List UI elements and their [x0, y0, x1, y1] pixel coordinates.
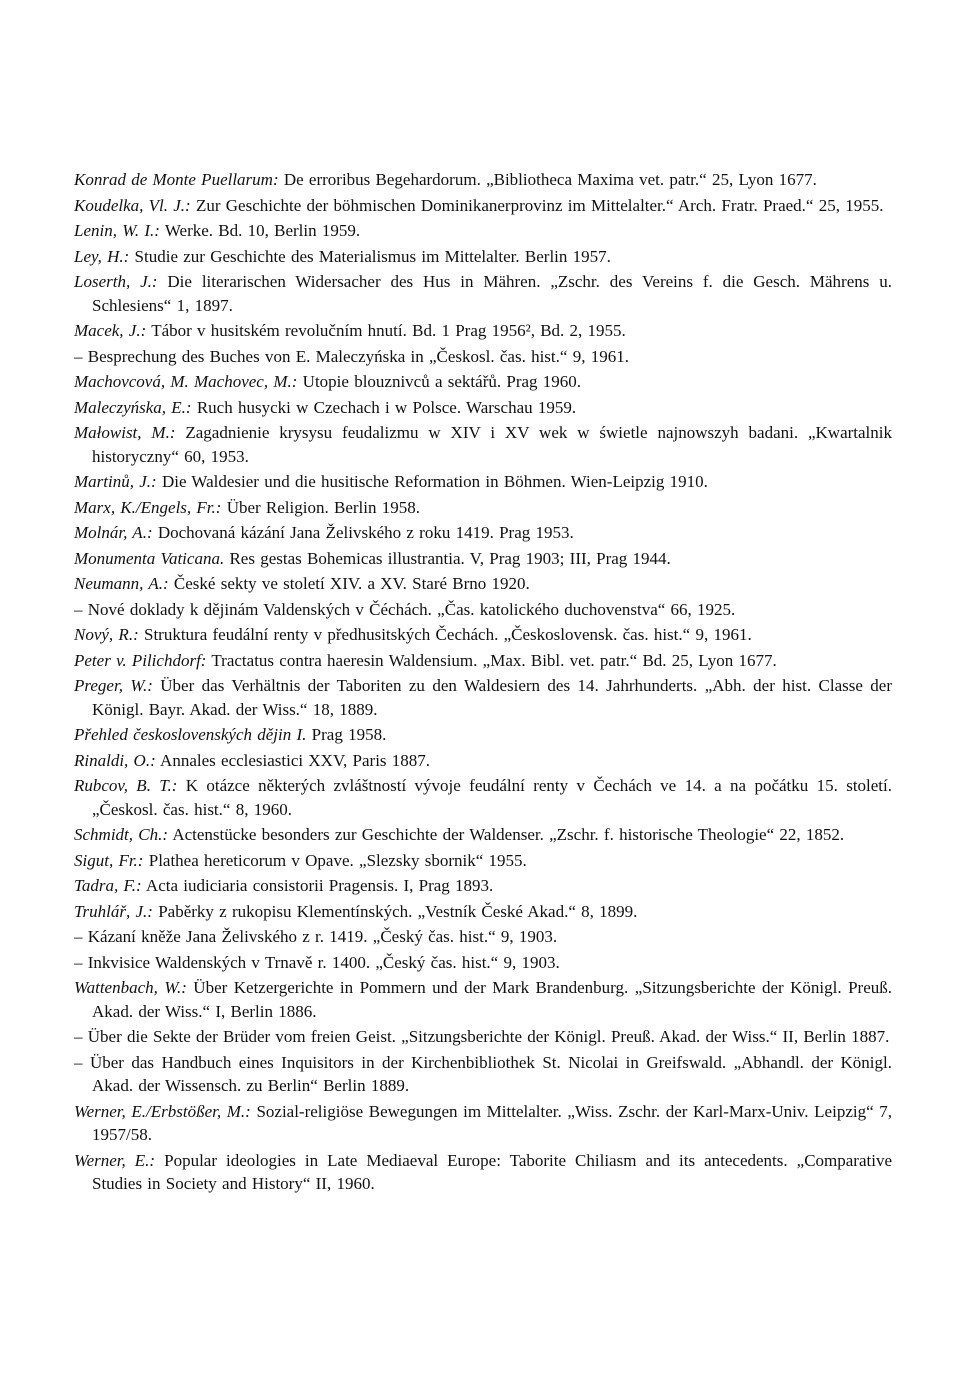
entry-author: Preger, W.:	[74, 676, 153, 695]
entry-author: Truhlář, J.:	[74, 901, 153, 921]
bibliography-entry	[74, 345, 892, 369]
entry-text: Studie zur Geschichte des Materialismus im Mittelalter. Berlin 1957.	[129, 246, 611, 266]
bibliography-entry	[74, 370, 892, 394]
entry-text: Plathea hereticorum v Opave. „Slezsky sbornik“ 1955.	[143, 850, 527, 870]
entry-text: Zur Geschichte der böhmischen Dominikanerprovinz im Mittelalter.“ Arch. Fratr. Praed.“ 25, 1955.	[190, 195, 884, 215]
entry-text: Dochovaná kázání Jana Želivského z roku 1419. Prag 1953.	[152, 523, 574, 542]
bibliography-entry	[74, 496, 892, 520]
entry-text: České sekty ve století XIV. a XV. Staré Brno 1920.	[168, 574, 530, 593]
entry-author: Maleczyńska, E.:	[74, 397, 192, 417]
bibliography-entry	[74, 874, 892, 898]
entry-text: Res gestas Bohemicas illustrantia. V, Prag 1903; III, Prag 1944.	[224, 548, 671, 568]
entry-author: Peter v. Pilichdorf:	[74, 650, 207, 670]
bibliography-entry	[74, 572, 892, 596]
bibliography-entry	[74, 270, 892, 317]
bibliography-page	[74, 168, 892, 1198]
entry-text: Prag 1958.	[306, 725, 387, 744]
entry-text: – Nové doklady k dějinám Valdenských v Čéchách. „Čas. katolického duchovenstva“ 66, 1925.	[74, 599, 736, 619]
bibliography-entry	[74, 976, 892, 1023]
entry-author: Nový, R.:	[74, 625, 139, 644]
entry-author: Rubcov, B. T.:	[74, 776, 178, 795]
entry-text: Actenstücke besonders zur Geschichte der Waldenser. „Zschr. f. historische Theologie“ 22, 1852.	[168, 825, 845, 844]
entry-author: Macek, J.:	[74, 321, 147, 340]
entry-author: Koudelka, Vl. J.:	[74, 195, 191, 215]
entry-author: Loserth, J.:	[74, 272, 158, 291]
entry-text: – Besprechung des Buches von E. Maleczyńska in „Českosl. čas. hist.“ 9, 1961.	[74, 346, 629, 366]
bibliography-entry	[74, 245, 892, 269]
entry-text: – Inkvisice Waldenských v Trnavě r. 1400. „Český čas. hist.“ 9, 1903.	[74, 952, 560, 972]
entry-text: Paběrky z rukopisu Klementínských. „Vestník České Akad.“ 8, 1899.	[152, 901, 638, 921]
entry-text: – Kázaní kněže Jana Želivského z r. 1419. „Český čas. hist.“ 9, 1903.	[74, 927, 558, 946]
entry-text: Die Waldesier und die husitische Reformation in Böhmen. Wien-Leipzig 1910.	[156, 472, 708, 491]
entry-author: Wattenbach, W.:	[74, 978, 187, 997]
bibliography-entry	[74, 623, 892, 647]
bibliography-entry	[74, 547, 892, 571]
entry-text: Tábor v husitském revolučním hnutí. Bd. 1 Prag 1956², Bd. 2, 1955.	[146, 321, 626, 340]
entry-text: Die literarischen Widersacher des Hus in Mähren. „Zschr. des Vereins f. die Gesch. Mährens u. Schlesiens“ 1, 1897.	[92, 272, 892, 315]
entry-text: Utopie blouznivců a sektářů. Prag 1960.	[297, 372, 582, 391]
bibliography-entry	[74, 521, 892, 545]
entry-text: Sozial-religiöse Bewegungen im Mittelalter. „Wiss. Zschr. der Karl-Marx-Univ. Leipzig“ 7, 1957/58.	[92, 1101, 892, 1144]
entry-author: Molnár, A.:	[74, 523, 153, 542]
entry-text: Tractatus contra haeresin Waldensium. „Max. Bibl. vet. patr.“ Bd. 25, Lyon 1677.	[206, 650, 777, 670]
bibliography-entry	[74, 219, 892, 243]
entry-text: Struktura feudální renty v předhusitských Čechách. „Československ. čas. hist.“ 9, 1961.	[138, 625, 752, 644]
entry-text: Über Religion. Berlin 1958.	[221, 497, 420, 517]
entry-text: K otázce některých zvláštností vývoje feudální renty v Čechách ve 14. a na počátku 15. století. „Českosl. čas. hist.“ 8, 1960.	[92, 776, 893, 819]
entry-author: Marx, K./Engels, Fr.:	[74, 497, 222, 517]
bibliography-entry	[74, 649, 892, 673]
entry-text: Über das Verhältnis der Taboriten zu den Waldesiern des 14. Jahrhunderts. „Abh. der hist. Classe der Königl. Bayr. Akad. der Wiss.“ 18, 1889.	[92, 676, 893, 719]
bibliography-entry	[74, 774, 892, 821]
bibliography-entry	[74, 1025, 892, 1049]
entry-author: Machovcová, M. Machovec, M.:	[74, 372, 298, 391]
bibliography-entry	[74, 194, 892, 218]
bibliography-entry	[74, 421, 892, 468]
entry-author: Małowist, M.:	[74, 423, 176, 442]
bibliography-entry	[74, 1100, 892, 1147]
bibliography-entry	[74, 823, 892, 847]
entry-text: Über Ketzergerichte in Pommern und der Mark Brandenburg. „Sitzungsberichte der Königl. Preuß. Akad. der Wiss.“ I, Berlin 1886.	[92, 978, 892, 1021]
entry-author: Werner, E.:	[74, 1150, 156, 1170]
entry-text: – Über die Sekte der Brüder vom freien Geist. „Sitzungsberichte der Königl. Preuß. Akad. der Wiss.“ II, Berlin 1887.	[74, 1027, 890, 1046]
bibliography-entry	[74, 900, 892, 924]
entry-author: Konrad de Monte Puellarum:	[74, 170, 279, 189]
entry-author: Tadra, F.:	[74, 876, 142, 895]
entry-author: Werner, E./Erbstößer, M.:	[74, 1101, 251, 1121]
bibliography-entry	[74, 319, 892, 343]
entry-author: Přehled československých dějin I.	[74, 725, 307, 744]
entry-author: Schmidt, Ch.:	[74, 825, 169, 844]
entry-text: De erroribus Begehardorum. „Bibliotheca Maxima vet. patr.“ 25, Lyon 1677.	[278, 170, 817, 189]
bibliography-entry	[74, 951, 892, 975]
entry-author: Ley, H.:	[74, 246, 130, 266]
entry-text: Acta iudiciaria consistorii Pragensis. I, Prag 1893.	[141, 876, 494, 895]
entry-author: Monumenta Vaticana.	[74, 548, 225, 568]
bibliography-entry	[74, 749, 892, 773]
entry-text: Popular ideologies in Late Mediaeval Europe: Taborite Chiliasm and its antecedents. „Comparative Studies in Society and History“ II, 1960.	[92, 1150, 893, 1193]
entry-author: Martinů, J.:	[74, 472, 157, 491]
bibliography-entry	[74, 674, 892, 721]
bibliography-entry	[74, 470, 892, 494]
entry-text: Ruch husycki w Czechach i w Polsce. Warschau 1959.	[191, 397, 577, 417]
entry-author: Sigut, Fr.:	[74, 850, 144, 870]
bibliography-entry	[74, 598, 892, 622]
bibliography-entry	[74, 723, 892, 747]
bibliography-entry	[74, 168, 892, 192]
entry-author: Lenin, W. I.:	[74, 221, 160, 240]
bibliography-entry	[74, 396, 892, 420]
entry-text: – Über das Handbuch eines Inquisitors in der Kirchenbibliothek St. Nicolai in Greifswald. „Abhandl. der Königl. Akad. der Wissensch. zu Berlin“ Berlin 1889.	[74, 1052, 892, 1095]
entry-author: Neumann, A.:	[74, 574, 169, 593]
entry-text: Annales ecclesiastici XXV, Paris 1887.	[155, 750, 431, 770]
bibliography-entry	[74, 849, 892, 873]
bibliography-entry	[74, 925, 892, 949]
entry-author: Rinaldi, O.:	[74, 750, 156, 770]
bibliography-entry	[74, 1051, 892, 1098]
entry-text: Zagadnienie krysysu feudalizmu w XIV i XV wek w świetle najnowszyh badani. „Kwartalnik historyczny“ 60, 1953.	[92, 423, 893, 466]
entry-text: Werke. Bd. 10, Berlin 1959.	[159, 221, 361, 240]
bibliography-entry	[74, 1149, 892, 1196]
